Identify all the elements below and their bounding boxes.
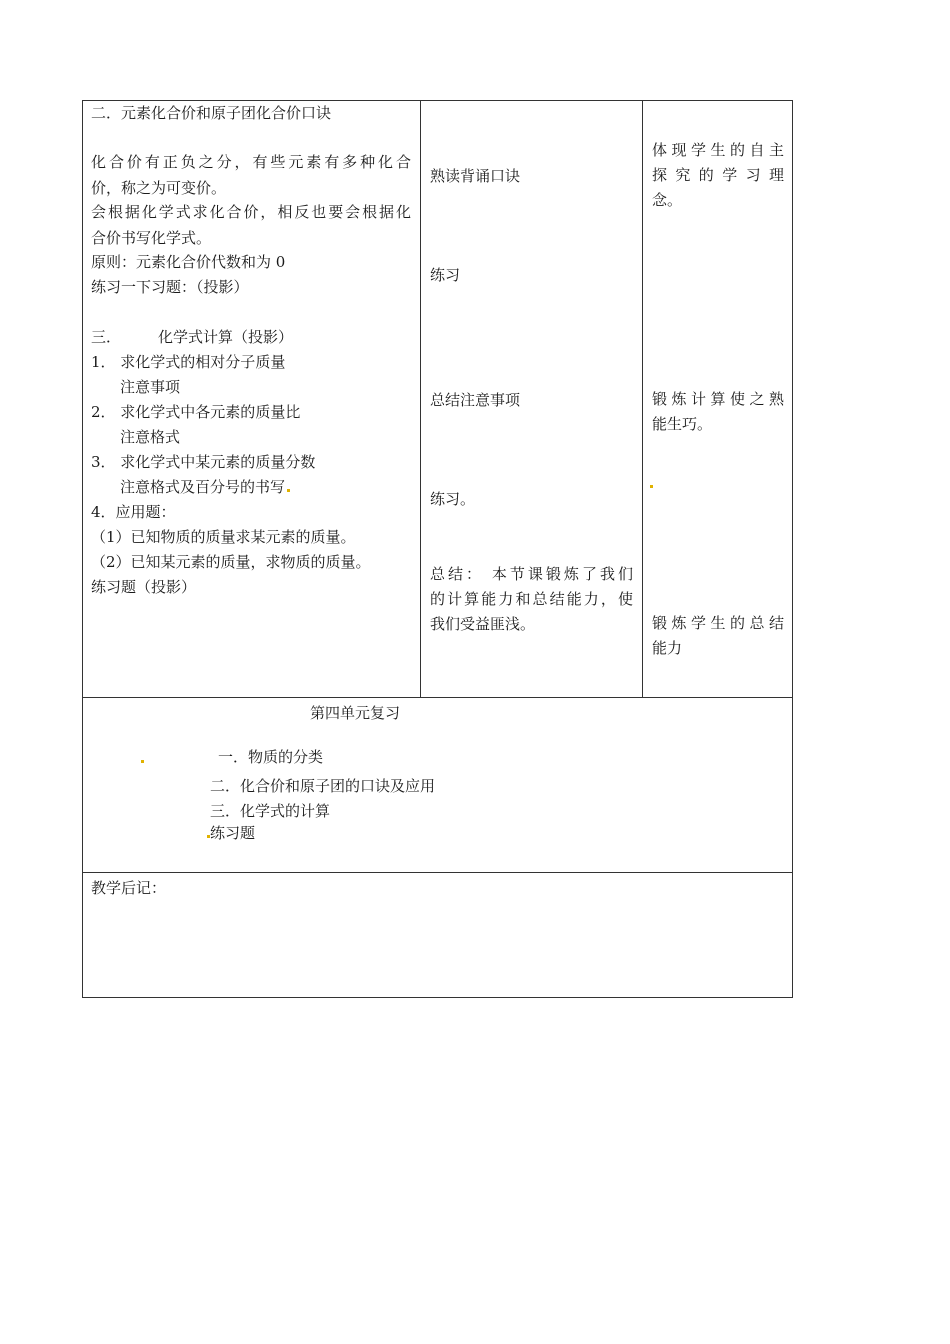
practice-text: 练习一下习题：（投影）	[91, 278, 249, 296]
formula-paragraph-line1: 会根据化学式求化合价，相反也要会根据化	[91, 203, 411, 221]
recite-text: 熟读背诵口诀	[430, 167, 521, 185]
calc-item-1: 1． 求化学式的相对分子质量	[91, 353, 286, 371]
board-title: 第四单元复习	[310, 704, 401, 722]
scan-speck	[207, 835, 210, 838]
scan-speck	[287, 489, 290, 492]
column-divider-1	[420, 100, 421, 698]
board-item-4: 练习题	[210, 824, 256, 842]
practice2-text: 练习。	[430, 490, 476, 508]
column-divider-2	[642, 100, 643, 698]
intent2-line2: 能生巧。	[652, 415, 713, 433]
scan-speck	[650, 485, 653, 488]
summary-notes-text: 总结注意事项	[430, 391, 521, 409]
board-item-2: 二．化合价和原子团的口诀及应用	[210, 777, 436, 795]
row-divider-2	[82, 872, 793, 873]
reflection-label: 教学后记：	[91, 879, 167, 897]
calc-item-2: 2． 求化学式中各元素的质量比	[91, 403, 301, 421]
practice1-text: 练习	[430, 266, 461, 284]
section3-title: 化学式计算（投影）	[158, 328, 294, 346]
row-divider-1	[82, 697, 793, 698]
board-item-1: 一．物质的分类	[218, 748, 324, 766]
valence-paragraph-line1: 化合价有正负之分，有些元素有多种化合	[91, 153, 411, 171]
intent1-line2: 探究的学习理	[652, 166, 784, 184]
valence-paragraph-line2: 价，称之为可变价。	[91, 179, 227, 197]
section3-number: 三．	[91, 328, 122, 346]
exercise-text: 练习题（投影）	[91, 578, 197, 596]
calc-item-4: 4．应用题：	[91, 503, 176, 521]
intent2-line1: 锻炼计算使之熟	[652, 390, 784, 408]
conclusion-line2: 的计算能力和总结能力，使	[430, 590, 633, 608]
intent3-line1: 锻炼学生的总结	[652, 614, 784, 632]
calc-item-4-sub1: （1）已知物质的质量求某元素的质量。	[91, 528, 356, 546]
calc-item-2-note: 注意格式	[120, 428, 181, 446]
board-item-3: 三．化学式的计算	[210, 802, 331, 820]
calc-item-3-note: 注意格式及百分号的书写	[120, 478, 286, 496]
section2-heading: 二．元素化合价和原子团化合价口诀	[91, 104, 332, 122]
intent3-line2: 能力	[652, 639, 683, 657]
calc-item-4-sub2: （2）已知某元素的质量，求物质的质量。	[91, 553, 371, 571]
calc-item-1-note: 注意事项	[120, 378, 181, 396]
intent1-line3: 念。	[652, 191, 683, 209]
conclusion-line3: 我们受益匪浅。	[430, 615, 536, 633]
calc-item-3: 3． 求化学式中某元素的质量分数	[91, 453, 316, 471]
conclusion-line1: 总结： 本节课锻炼了我们	[430, 565, 633, 583]
principle-text: 原则：元素化合价代数和为 0	[91, 253, 286, 271]
formula-paragraph-line2: 合价书写化学式。	[91, 229, 212, 247]
scan-speck	[141, 760, 144, 763]
intent1-line1: 体现学生的自主	[652, 141, 784, 159]
